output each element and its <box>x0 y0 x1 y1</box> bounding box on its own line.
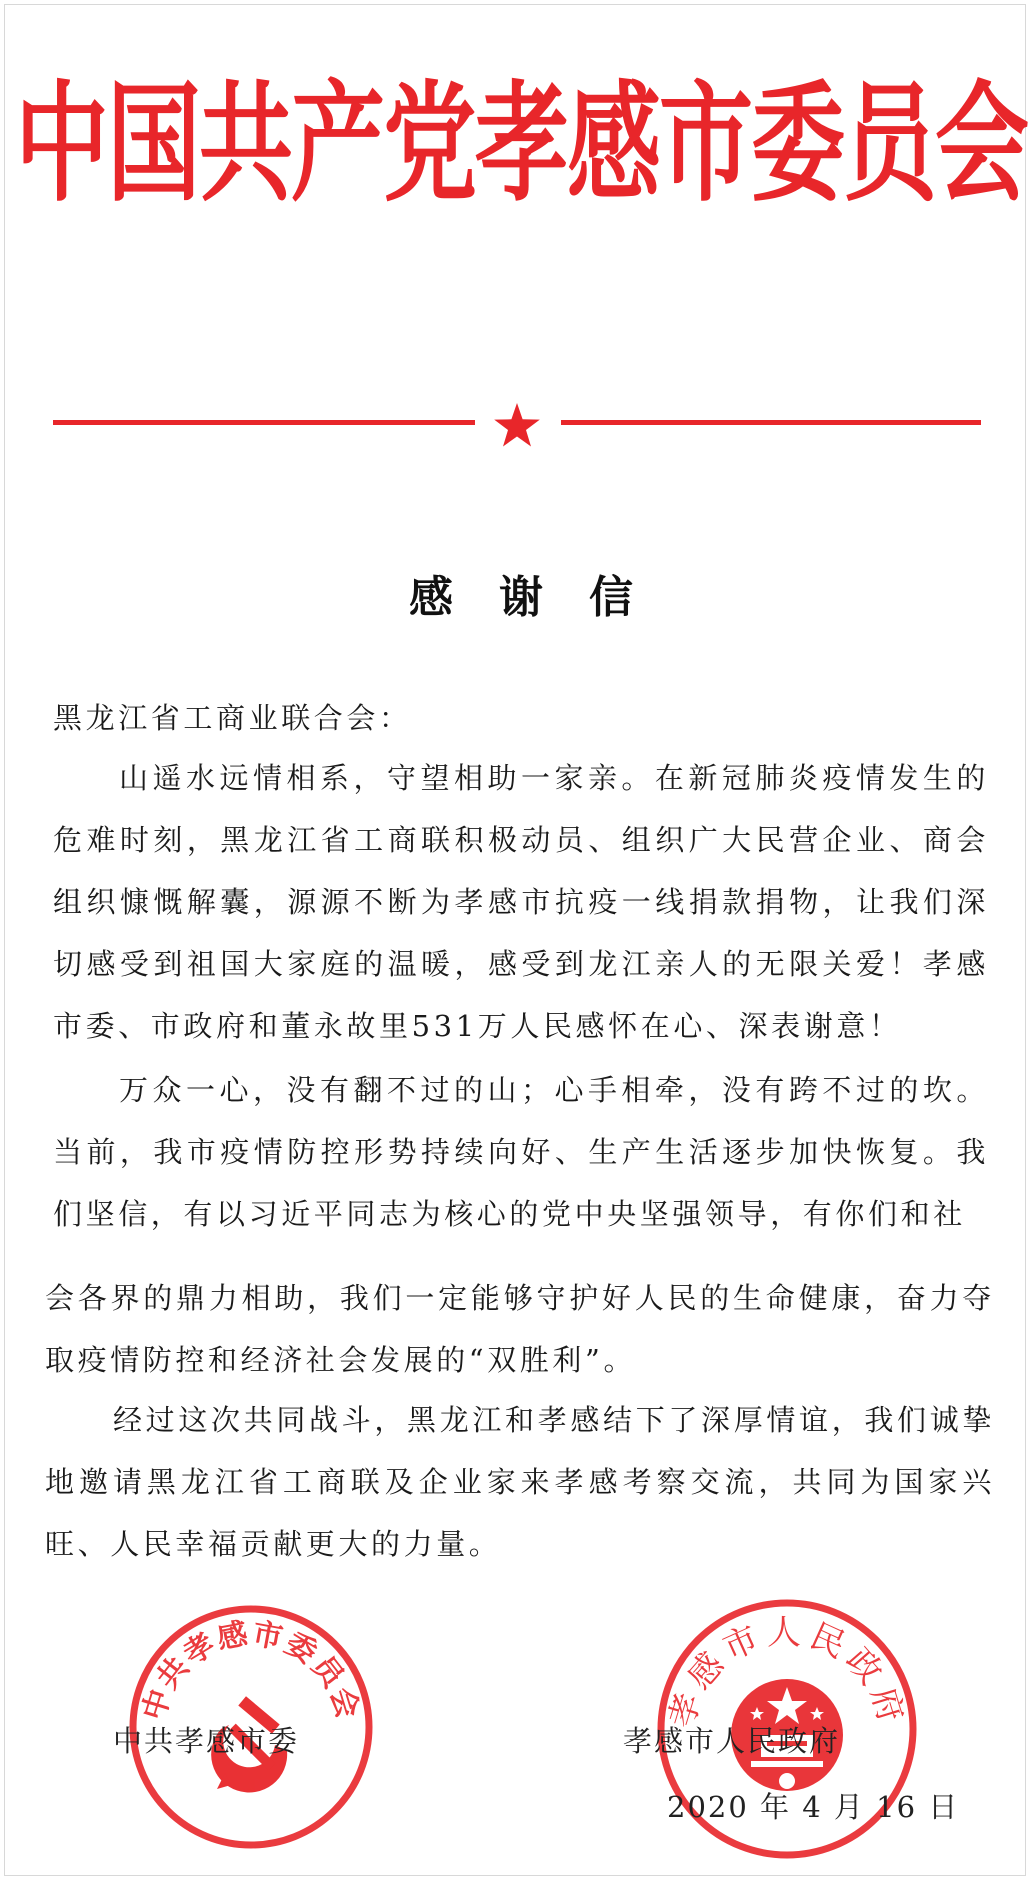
signature-date: 2020 年 4 月 16 日 <box>667 1790 960 1824</box>
letter-page <box>4 4 1026 1876</box>
divider-right <box>561 420 981 425</box>
government-seal-text: 孝感市人民政府 <box>661 1612 913 1733</box>
star-icon <box>493 401 541 449</box>
letter-title: 感谢信 <box>409 572 679 623</box>
letter-paragraph-3: 会各界的鼎力相助，我们一定能够守护好人民的生命健康，奋力夺取疫情防控和经济社会发展的“双胜利”。 <box>45 1281 995 1377</box>
letter-paragraph-2: 万众一心，没有翻不过的山；心手相牵，没有跨不过的坎。当前，我市疫情防控形势持续向好、生产生活逐步加快恢复。我们坚信，有以习近平同志为核心的党中央坚强领导，有你们和社 <box>53 1073 989 1231</box>
party-seal-text: 中共孝感市委员会 <box>136 1616 366 1725</box>
signature-government: 孝感市人民政府 <box>623 1724 841 1758</box>
divider-left <box>53 420 475 425</box>
masthead-title: 中国共产党孝感市委员会 <box>14 69 1027 221</box>
letter-salutation: 黑龙江省工商业联合会： <box>53 701 412 735</box>
letter-paragraph-4: 经过这次共同战斗，黑龙江和孝感结下了深厚情谊，我们诚挚地邀请黑龙江省工商联及企业家来孝感考察交流，共同为国家兴旺、人民幸福贡献更大的力量。 <box>45 1403 995 1561</box>
signature-party: 中共孝感市委 <box>113 1724 300 1758</box>
letter-paragraph-1: 山遥水远情相系，守望相助一家亲。在新冠肺炎疫情发生的危难时刻，黑龙江省工商联积极动员、组织广大民营企业、商会组织慷慨解囊，源源不断为孝感市抗疫一线捐款捐物，让我们深切感受到祖国大家庭的温暖，感受到龙江亲人的无限关爱！孝感市委、市政府和董永故里531万人民感怀在心、深表谢意！ <box>53 761 989 1043</box>
